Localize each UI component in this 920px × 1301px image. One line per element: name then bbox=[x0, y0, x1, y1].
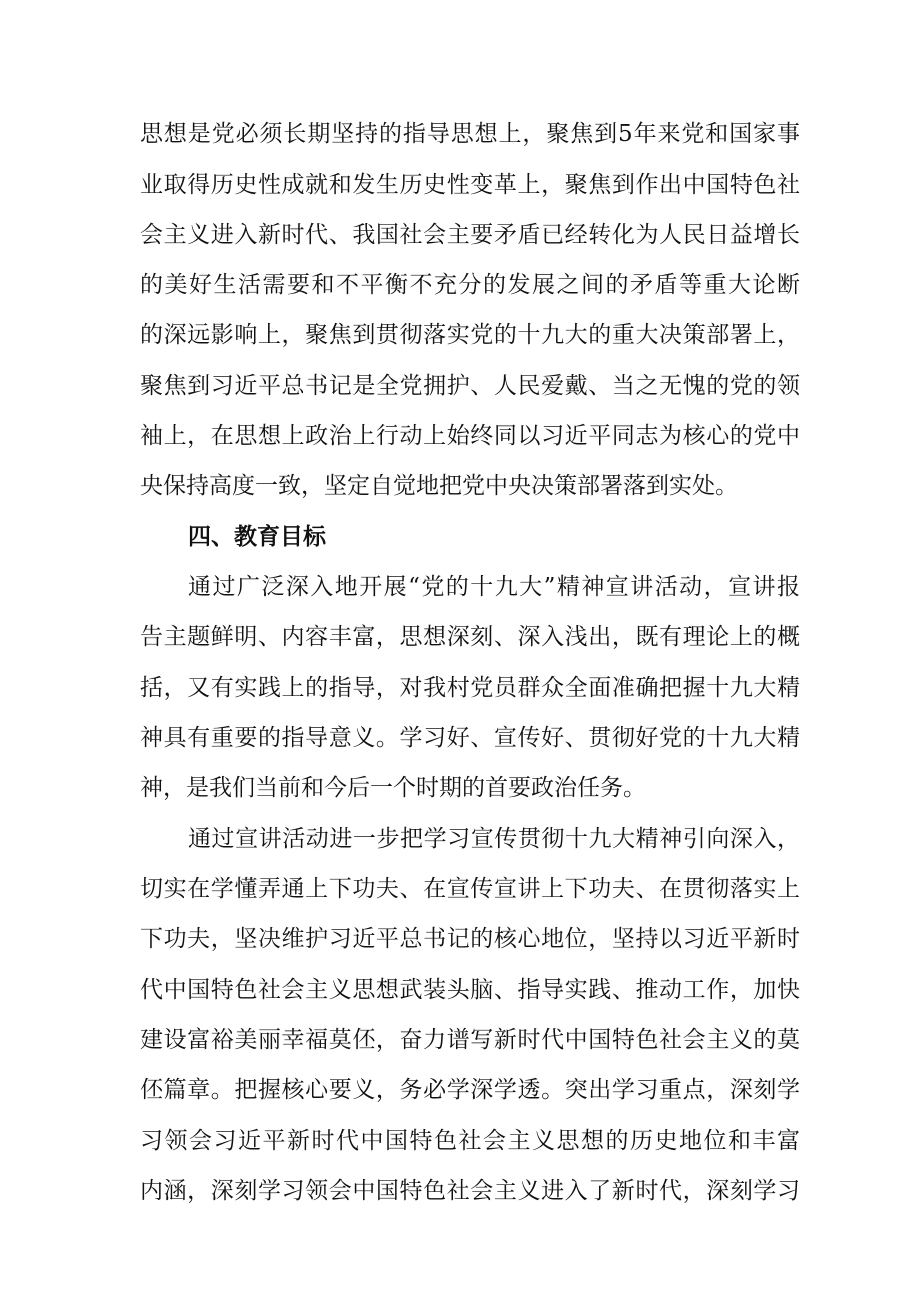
paragraph-first-line: 通过广泛深入地开展“党的十九大”精神宣讲活动，宣讲报 bbox=[188, 574, 800, 600]
text-line: 央保持高度一致，坚定自觉地把党中央决策部署落到实处。 bbox=[140, 473, 738, 499]
text-line: 聚焦到习近平总书记是全党拥护、人民爱戴、当之无愧的党的领 bbox=[140, 373, 800, 399]
text-line: 代中国特色社会主义思想武装头脑、指导实践、推动工作，加快 bbox=[140, 977, 800, 1003]
text-line: 神，是我们当前和今后一个时期的首要政治任务。 bbox=[140, 775, 646, 801]
text-line: 内涵，深刻学习领会中国特色社会主义进入了新时代，深刻学习 bbox=[140, 1178, 800, 1204]
text-line: 神具有重要的指导意义。学习好、宣传好、贯彻好党的十九大精 bbox=[140, 725, 800, 751]
text-line: 括，又有实践上的指导，对我村党员群众全面准确把握十九大精 bbox=[140, 675, 800, 701]
text-line: 业取得历史性成就和发生历史性变革上，聚焦到作出中国特色社 bbox=[140, 172, 800, 198]
text-line: 袖上，在思想上政治上行动上始终同以习近平同志为核心的党中 bbox=[140, 423, 800, 449]
text-line: 切实在学懂弄通上下功夫、在宣传宣讲上下功夫、在贯彻落实上 bbox=[140, 876, 800, 902]
text-line: 建设富裕美丽幸福莫伾，奋力谱写新时代中国特色社会主义的莫 bbox=[140, 1027, 800, 1053]
text-line: 伾篇章。把握核心要义，务必学深学透。突出学习重点，深刻学 bbox=[140, 1077, 800, 1103]
text-line: 思想是党必须长期坚持的指导思想上，聚焦到5年来党和国家事 bbox=[140, 121, 800, 147]
text-line: 的美好生活需要和不平衡不充分的发展之间的矛盾等重大论断 bbox=[140, 272, 800, 298]
text-line: 告主题鲜明、内容丰富，思想深刻、深入浅出，既有理论上的概 bbox=[140, 624, 800, 650]
text-line: 的深远影响上，聚焦到贯彻落实党的十九大的重大决策部署上， bbox=[140, 322, 800, 348]
section-heading: 四、教育目标 bbox=[188, 523, 326, 550]
text-line: 下功夫，坚决维护习近平总书记的核心地位，坚持以习近平新时 bbox=[140, 926, 800, 952]
paragraph-first-line: 通过宣讲活动进一步把学习宣传贯彻十九大精神引向深入， bbox=[188, 826, 800, 852]
text-line: 会主义进入新时代、我国社会主要矛盾已经转化为人民日益增长 bbox=[140, 222, 800, 248]
text-line: 习领会习近平新时代中国特色社会主义思想的历史地位和丰富 bbox=[140, 1128, 800, 1154]
